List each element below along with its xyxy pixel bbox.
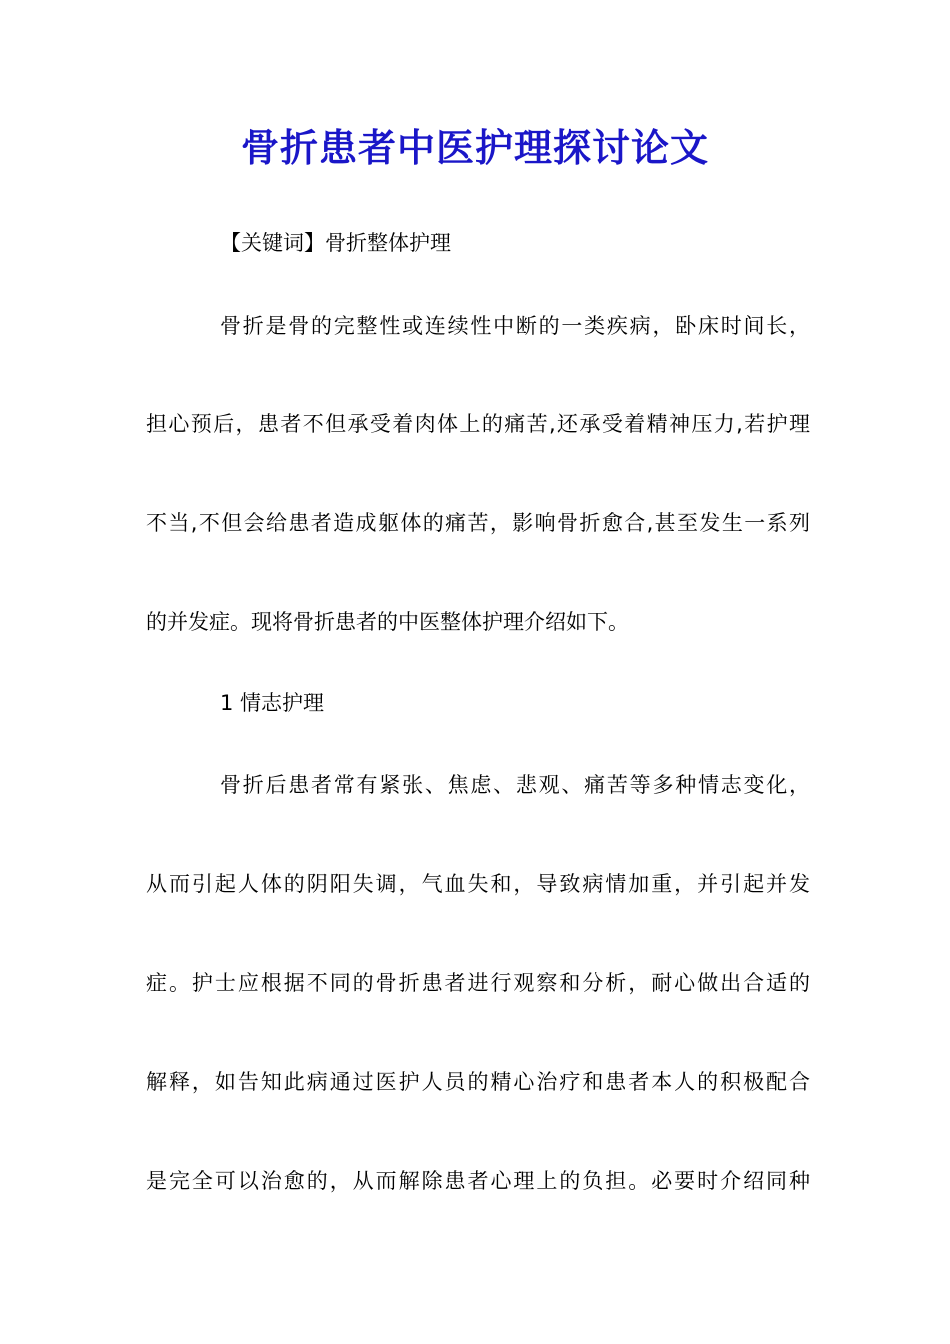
paragraph-2-line-1: 骨折后患者常有紧张、焦虑、悲观、痛苦等多种情志变化， [220, 773, 810, 797]
paragraph-2-line-2: 从而引起人体的阴阳失调，气血失和，导致病情加重，并引起并发 [146, 872, 810, 896]
paragraph-1-line-3: 不当,不但会给患者造成躯体的痛苦，影响骨折愈合,甚至发生一系列 [146, 511, 810, 535]
paragraph-1-line-4: 的并发症。现将骨折患者的中医整体护理介绍如下。 [146, 610, 629, 634]
paragraph-2-line-4: 解释，如告知此病通过医护人员的精心治疗和患者本人的积极配合 [146, 1070, 810, 1094]
paragraph-2-line-5: 是完全可以治愈的，从而解除患者心理上的负担。必要时介绍同种 [146, 1169, 810, 1193]
document-title: 骨折患者中医护理探讨论文 [240, 125, 709, 170]
paragraph-1-line-1: 骨折是骨的完整性或连续性中断的一类疾病，卧床时间长， [220, 314, 810, 338]
paragraph-2-line-3: 症。护士应根据不同的骨折患者进行观察和分析，耐心做出合适的 [146, 971, 810, 995]
paragraph-1-line-2: 担心预后，患者不但承受着肉体上的痛苦,还承受着精神压力,若护理 [146, 412, 810, 436]
section-heading: 1 情志护理 [220, 691, 325, 715]
keywords-line: 【关键词】骨折整体护理 [220, 231, 451, 255]
